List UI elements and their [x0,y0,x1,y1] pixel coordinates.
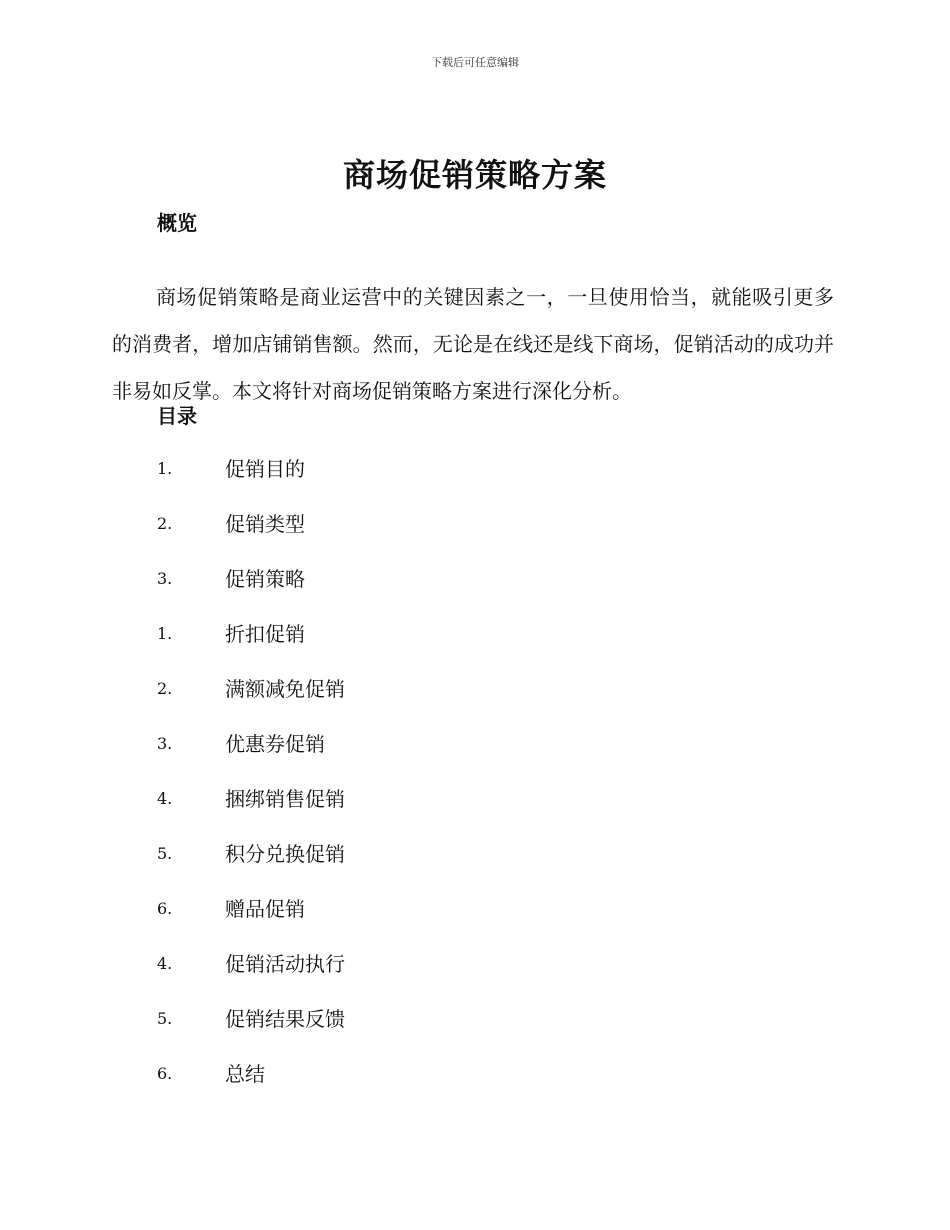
toc-item-number: 3. [157,569,173,588]
toc-item-text: 优惠券促销 [225,732,325,756]
toc-item-number: 2. [157,679,173,698]
header-note: 下载后可任意编辑 [431,56,519,69]
toc-item-number: 6. [157,899,173,918]
page-title: 商场促销策略方案 [342,156,607,194]
toc-item-number: 2. [157,514,173,533]
toc-item [157,999,345,1054]
toc-item [157,559,345,614]
toc-item-number: 5. [157,1009,173,1028]
toc-item-number: 3. [157,734,173,753]
toc-item [157,504,345,559]
toc-item [157,834,345,889]
toc-item [157,944,345,999]
toc-item-text: 促销类型 [225,512,305,536]
toc-item-text: 满额减免促销 [225,677,345,701]
toc-heading: 目录 [157,404,197,428]
toc-item-text: 促销活动执行 [225,952,345,976]
toc-item [157,449,345,504]
overview-paragraph: 商场促销策略是商业运营中的关键因素之一，一旦使用恰当，就能吸引更多的消费者，增加店铺销售额。然而，无论是在线还是线下商场，促销活动的成功并非易如反掌。本文将针对商场促销策略方案进行深化分析。 [112,285,834,403]
toc-item-text: 促销结果反馈 [225,1007,345,1031]
toc-item-text: 赠品促销 [225,897,305,921]
toc-item-text: 促销策略 [225,567,305,591]
toc-item-text: 总结 [225,1062,265,1086]
toc-item-number: 5. [157,844,173,863]
toc-item-text: 折扣促销 [225,622,305,646]
toc-item [157,779,345,834]
toc-item-text: 积分兑换促销 [225,842,345,866]
toc-item [157,889,345,944]
toc-item-text: 捆绑销售促销 [225,787,345,811]
toc-item [157,1054,345,1109]
overview-heading: 概览 [157,211,197,235]
toc-item [157,614,345,669]
toc-item-number: 6. [157,1064,173,1083]
toc-item-text: 促销目的 [225,457,305,481]
toc-item [157,724,345,779]
toc-item-number: 1. [157,624,173,643]
toc-list [157,449,345,1109]
toc-item-number: 1. [157,459,173,478]
toc-item-number: 4. [157,954,173,973]
toc-item [157,669,345,724]
toc-item-number: 4. [157,789,173,808]
